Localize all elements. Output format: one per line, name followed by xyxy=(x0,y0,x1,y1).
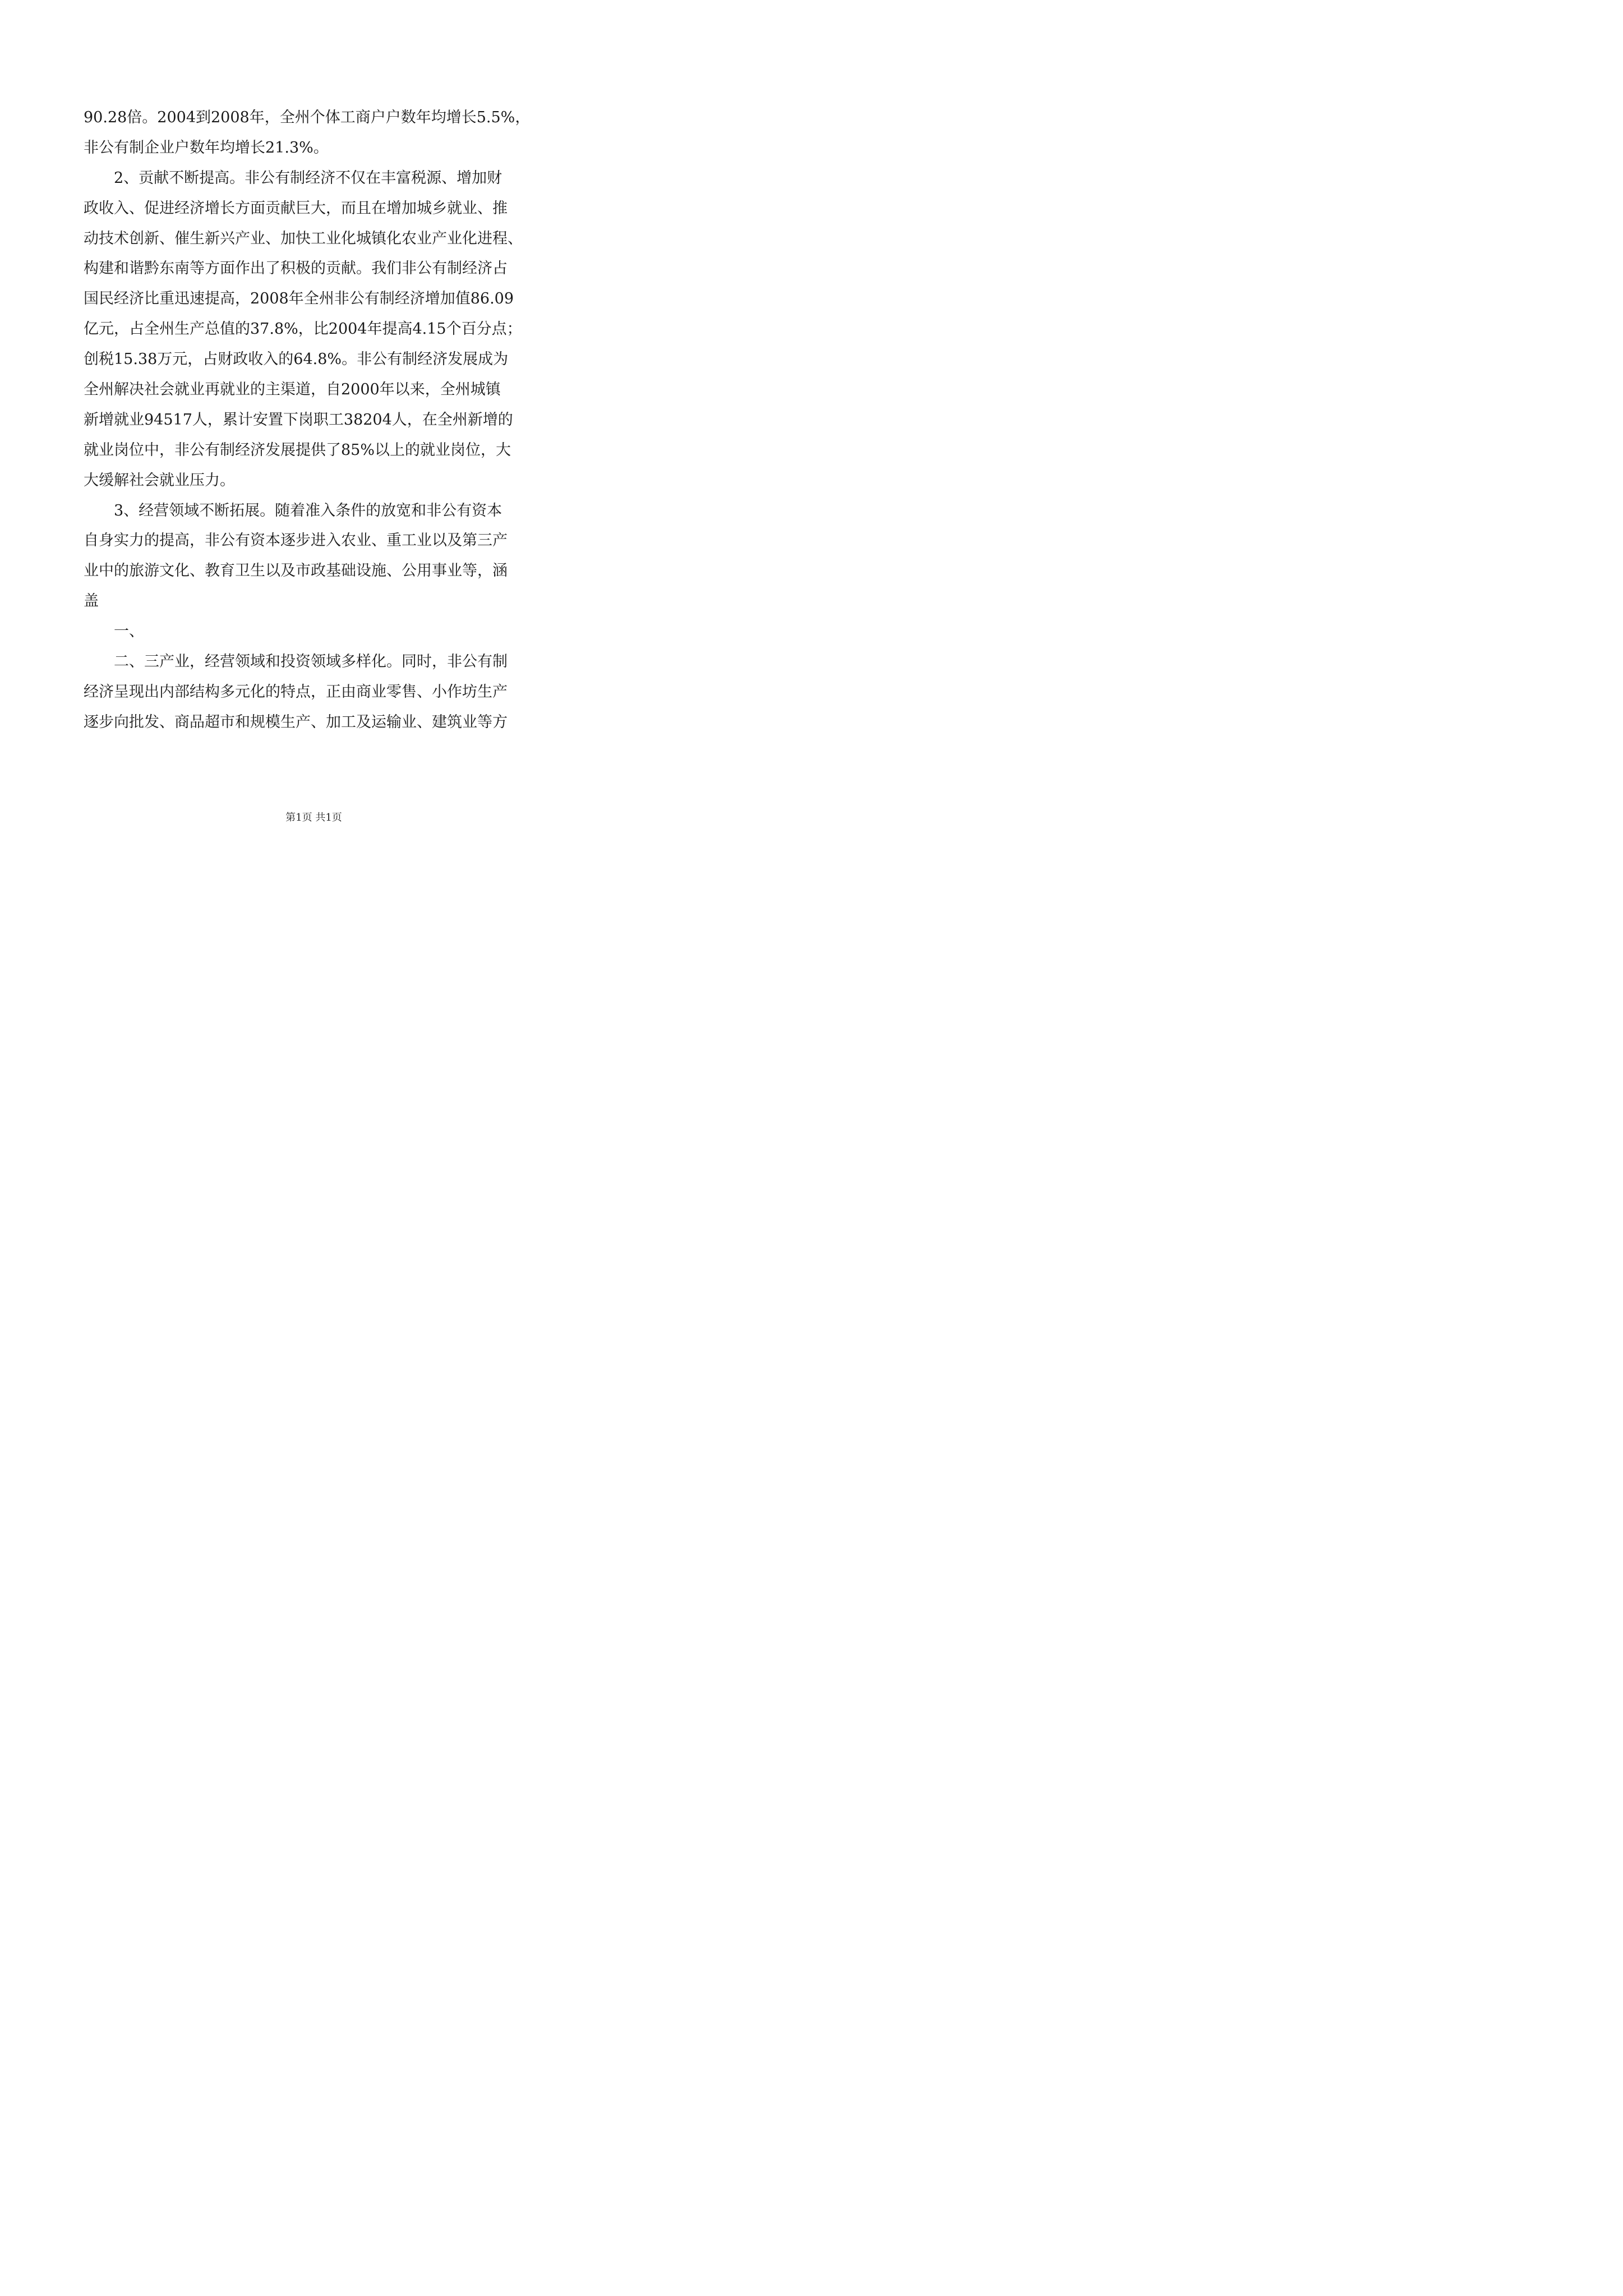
text-line: 政收入、促进经济增长方面贡献巨大，而且在增加城乡就业、推 xyxy=(84,199,508,217)
text-line: 经济呈现出内部结构多元化的特点，正由商业零售、小作坊生产 xyxy=(84,683,508,701)
document-body xyxy=(84,103,545,738)
text-line: 构建和谐黔东南等方面作出了积极的贡献。我们非公有制经济占 xyxy=(84,260,508,278)
text-line: 二、三产业，经营领域和投资领域多样化。同时，非公有制 xyxy=(114,653,508,671)
text-line: 90.28倍。2004到2008年，全州个体工商户户数年均增长5.5%， xyxy=(84,109,531,126)
text-line: 逐步向批发、商品超市和规模生产、加工及运输业、建筑业等方 xyxy=(84,713,508,731)
text-line: 非公有制企业户数年均增长21.3%。 xyxy=(84,139,329,157)
text-line: 创税15.38万元，占财政收入的64.8%。非公有制经济发展成为 xyxy=(84,351,509,369)
page-footer: 第1页 共1页 xyxy=(285,812,342,823)
text-line: 动技术创新、催生新兴产业、加快工业化城镇化农业产业化进程、 xyxy=(84,229,523,247)
text-line: 3、经营领域不断拓展。随着准入条件的放宽和非公有资本 xyxy=(114,501,502,519)
text-line: 亿元，占全州生产总值的37.8%，比2004年提高4.15个百分点； xyxy=(84,320,522,338)
text-line: 全州解决社会就业再就业的主渠道，自2000年以来，全州城镇 xyxy=(84,381,501,399)
text-line: 就业岗位中，非公有制经济发展提供了85%以上的就业岗位，大 xyxy=(84,441,511,459)
document-page xyxy=(0,0,628,888)
text-line: 业中的旅游文化、教育卫生以及市政基础设施、公用事业等，涵 xyxy=(84,562,508,580)
text-line: 盖 xyxy=(84,592,99,610)
text-line: 新增就业94517人，累计安置下岗职工38204人，在全州新增的 xyxy=(84,411,513,429)
text-line: 2、贡献不断提高。非公有制经济不仅在丰富税源、增加财 xyxy=(114,169,502,187)
text-line: 大缓解社会就业压力。 xyxy=(84,471,235,489)
text-line: 一、 xyxy=(114,623,144,641)
text-line: 国民经济比重迅速提高，2008年全州非公有制经济增加值86.09 xyxy=(84,290,514,308)
text-line: 自身实力的提高，非公有资本逐步进入农业、重工业以及第三产 xyxy=(84,532,508,550)
